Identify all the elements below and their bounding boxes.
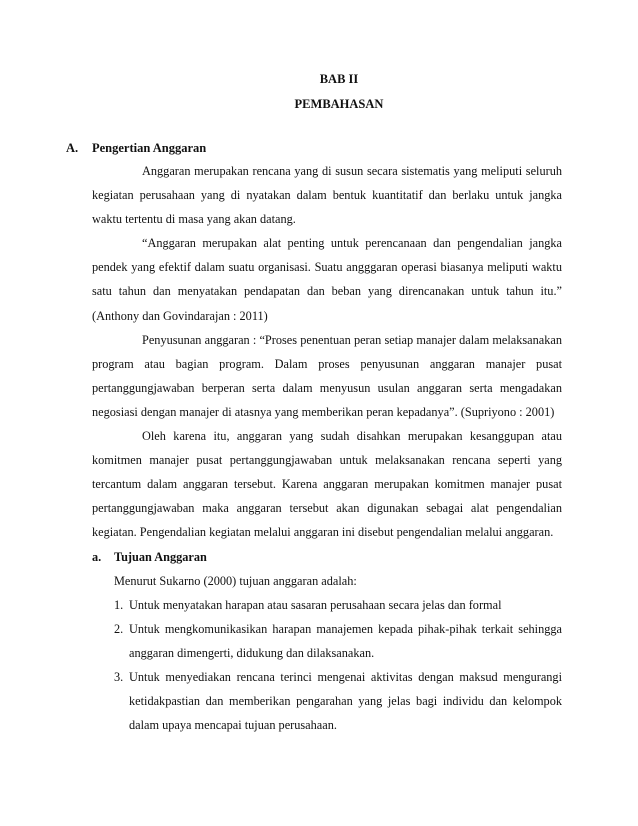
section-body: [92, 159, 562, 737]
list-item: [114, 593, 562, 617]
section-heading: [66, 141, 206, 156]
subsection-body: [92, 569, 562, 738]
paragraph: Oleh karena itu, anggaran yang sudah disahkan merupakan kesanggupan atau komitmen manajer pusat pertanggungjawaban untuk melaksanakan rencana seperti yang tercantum dalam anggaran tersebut. Karena anggaran merupakan komitmen manajer pusat pertanggungjawaban maka anggaran tersebut akan digunakan sebagai alat pengendalian kegiatan. Pengendalian kegiatan melalui anggaran ini disebut pengendalian melalui anggaran.: [92, 429, 562, 540]
section-heading-text: Pengertian Anggaran: [92, 141, 207, 155]
list-number: 1.: [114, 597, 124, 612]
paragraph: Penyusunan anggaran : “Proses penentuan peran setiap manajer dalam melaksanakan program atau bagian program. Dalam proses penyusunan anggaran manajer pusat pertanggungjawaban berperan serta dalam menyusun usulan anggaran serta mengadakan negosiasi dengan manajer di atasnya yang memberikan peran kepadanya”. (Supriyono : 2001): [92, 332, 562, 419]
list-number: 3.: [114, 669, 124, 684]
chapter-number: BAB II: [319, 72, 359, 86]
chapter-title: PEMBAHASAN: [294, 97, 384, 111]
list-number: 2.: [114, 621, 124, 636]
list-item: [114, 617, 562, 665]
list-item-text: Untuk menyediakan rencana terinci mengenai aktivitas dengan maksud mengurangi ketidakpastian dan memberikan pengarahan yang jelas bagi individu dan kelompok dalam upaya mencapai tujuan perusahaan.: [129, 669, 562, 733]
subsection-heading: [92, 545, 562, 569]
subsection-letter: a.: [92, 549, 102, 564]
list-item-text: Untuk menyatakan harapan atau sasaran perusahaan secara jelas dan formal: [129, 597, 502, 612]
paragraph: “Anggaran merupakan alat penting untuk perencanaan dan pengendalian jangka pendek yang efektif dalam suatu organisasi. Suatu angggaran operasi biasanya meliputi waktu satu tahun dan menyatakan pendapatan dan beban yang direncanakan untuk tahun itu.” (Anthony dan Govindarajan : 2011): [92, 236, 562, 323]
numbered-list: [114, 593, 562, 738]
list-item: [114, 665, 562, 737]
subsection-intro: Menurut Sukarno (2000) tujuan anggaran adalah:: [114, 573, 357, 588]
section-letter: A.: [66, 141, 79, 155]
subsection-heading-text: Tujuan Anggaran: [114, 549, 207, 564]
paragraph: Anggaran merupakan rencana yang di susun secara sistematis yang meliputi seluruh kegiatan perusahaan yang di nyatakan dalam bentuk kuantitatif dan berlaku untuk jangka waktu tertentu di masa yang akan datang.: [92, 164, 562, 227]
list-item-text: Untuk mengkomunikasikan harapan manajemen kepada pihak-pihak terkait sehingga anggaran dimengerti, didukung dan dilaksanakan.: [129, 621, 562, 660]
